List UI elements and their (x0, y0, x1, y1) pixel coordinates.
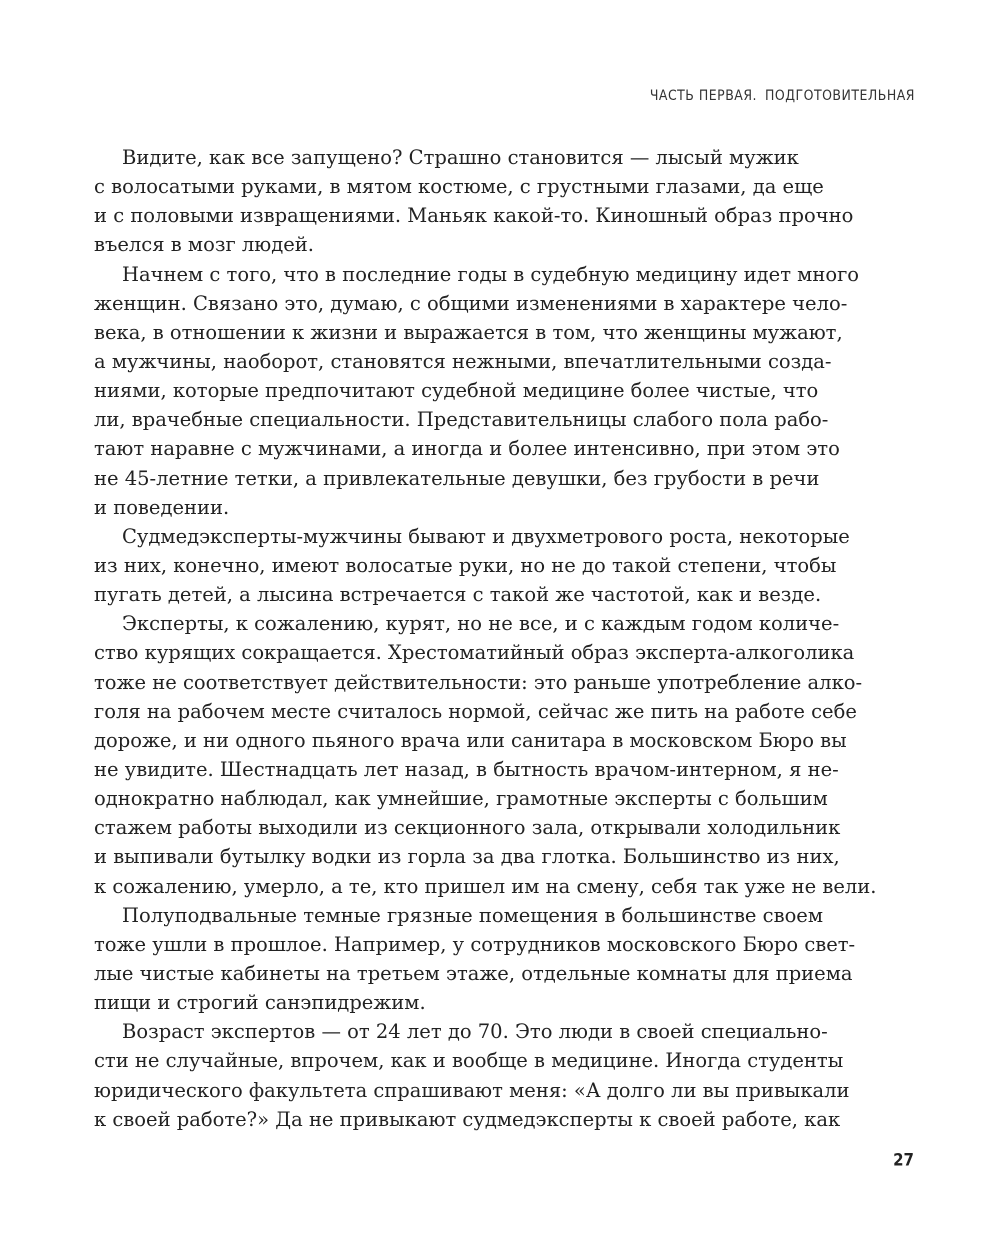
text-line: к своей работе?» Да не привыкают судмедэксперты к своей работе, как (94, 1107, 841, 1131)
text-line: стажем работы выходили из секционного зала, открывали холодильник (94, 816, 841, 840)
text-line: Начнем с того, что в последние годы в судебную медицину идет много (122, 262, 860, 286)
body-text (94, 143, 877, 1134)
text-line: из них, конечно, имеют волосатые руки, но не до такой степени, чтобы (94, 553, 837, 577)
text-line: с волосатыми руками, в мятом костюме, с грустными глазами, да еще (94, 175, 824, 199)
text-line: женщин. Связано это, думаю, с общими изменениями в характере чело- (94, 291, 848, 315)
text-line: а мужчины, наоборот, становятся нежными, впечатлительными созда- (94, 349, 832, 373)
text-line: голя на рабочем месте считалось нормой, сейчас же пить на работе себе (94, 699, 857, 723)
text-line: дороже, и ни одного пьяного врача или санитара в московском Бюро вы (94, 728, 847, 752)
running-head (650, 86, 915, 103)
text-line: к сожалению, умерло, а те, кто пришел им на смену, себя так уже не вели. (94, 874, 877, 898)
text-line: тоже не соответствует действительности: это раньше употребление алко- (94, 670, 863, 694)
text-line: Судмедэксперты-мужчины бывают и двухметрового роста, некоторые (122, 524, 850, 548)
text-line: не увидите. Шестнадцать лет назад, в бытность врачом-интерном, я не- (94, 757, 839, 781)
text-line: и поведении. (94, 495, 230, 519)
text-line: лые чистые кабинеты на третьем этаже, отдельные комнаты для приема (94, 961, 853, 985)
text-line: ниями, которые предпочитают судебной медицине более чистые, что (94, 379, 819, 403)
page-number: 27 (893, 1150, 914, 1170)
text-line: тоже ушли в прошлое. Например, у сотрудников московского Бюро свет- (94, 932, 856, 956)
running-head-part: ЧАСТЬ ПЕРВАЯ. (649, 86, 757, 104)
text-line: Видите, как все запущено? Страшно становится — лысый мужик (122, 146, 799, 169)
text-line: однократно наблюдал, как умнейшие, грамотные эксперты с большим (94, 787, 828, 811)
text-line: и выпивали бутылку водки из горла за два глотка. Большинство из них, (94, 845, 840, 869)
text-line: ство курящих сокращается. Хрестоматийный образ эксперта-алкоголика (94, 641, 855, 665)
running-head-title: ПОДГОТОВИТЕЛЬНАЯ (764, 86, 915, 104)
text-line: въелся в мозг людей. (94, 233, 314, 257)
text-line: юридического факультета спрашивают меня: «А долго ли вы привыкали (94, 1078, 850, 1102)
text-line: и с половыми извращениями. Маньяк какой-то. Киношный образ прочно (94, 204, 854, 228)
text-line: тают наравне с мужчинами, а иногда и более интенсивно, при этом это (94, 437, 840, 461)
text-line: ли, врачебные специальности. Представительницы слабого пола рабо- (94, 408, 829, 432)
text-line: пугать детей, а лысина встречается с такой же частотой, как и везде. (94, 583, 822, 607)
text-line: Эксперты, к сожалению, курят, но не все, и с каждым годом количе- (122, 612, 840, 636)
text-line: века, в отношении к жизни и выражается в том, что женщины мужают, (94, 320, 843, 344)
text-line: сти не случайные, впрочем, как и вообще в медицине. Иногда студенты (94, 1049, 844, 1073)
text-line: Полуподвальные темные грязные помещения в большинстве своем (122, 903, 824, 927)
text-line: Возраст экспертов — от 24 лет до 70. Это люди в своей специально- (122, 1020, 828, 1044)
text-line: пищи и строгий санэпидрежим. (94, 991, 426, 1015)
text-line: не 45-летние тетки, а привлекательные девушки, без грубости в речи (94, 466, 820, 490)
